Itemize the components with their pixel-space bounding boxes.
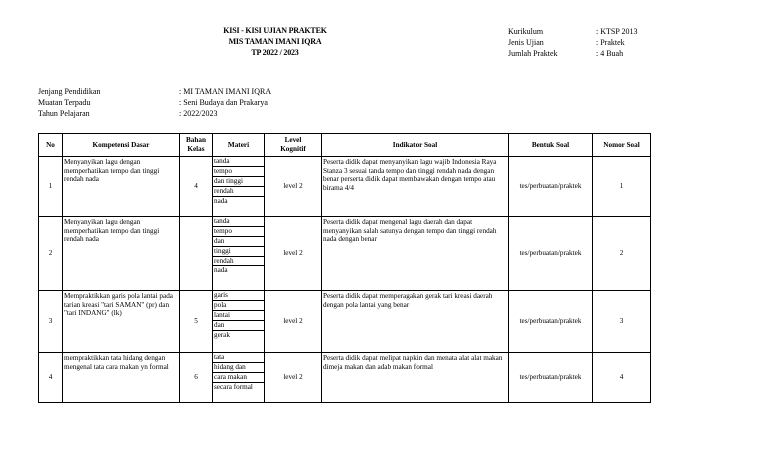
info-row (38, 86, 271, 97)
level-line2: Kognitif (280, 145, 306, 153)
materi-item: tanda (213, 157, 264, 167)
row-kelas: 6 (180, 353, 213, 403)
row-indikator-text: Peserta didik dapat melipat napkin dan menata alat alat makan dimeja makan dan adab makan formal (323, 354, 503, 371)
info-label: Tahun Pelajaran (38, 109, 90, 118)
row-level: level 2 (265, 157, 322, 217)
meta-row (508, 48, 638, 59)
materi-item: garis (213, 291, 264, 301)
materi-item: dan tinggi (213, 177, 264, 187)
kisi-table (38, 133, 651, 403)
row-indikator (322, 353, 509, 403)
table-row (39, 217, 651, 291)
row-kd-text: Menyanyikan lagu dengan memperhatikan tempo dan tinggi rendah nada (64, 218, 160, 244)
col-header-bahan (180, 134, 213, 157)
info-value: : 2022/2023 (179, 109, 218, 118)
table-header-row (39, 134, 651, 157)
meta-value: : Praktek (596, 38, 625, 47)
school-name: MIS TAMAN IMANI IQRA (228, 37, 322, 46)
info-label: Jenjang Pendidikan (38, 87, 101, 96)
meta-value: : KTSP 2013 (596, 27, 638, 36)
bahan-line1: Bahan (186, 136, 206, 145)
meta-label: Kurikulum (508, 27, 544, 36)
row-indikator (322, 157, 509, 217)
meta-value: : 4 Buah (596, 49, 624, 58)
meta-block (508, 26, 638, 59)
materi-item: rendah (213, 257, 264, 267)
materi-item: dan (213, 321, 264, 331)
materi-item: lantai (213, 311, 264, 321)
row-nomor: 2 (593, 217, 651, 291)
row-materi (213, 353, 265, 403)
materi-item: gerak (214, 330, 230, 339)
meta-label: Jenis Ujian (508, 38, 544, 47)
row-kd-text: Mempraktikkan garis pola lantai pada tarian kreasi "tari SAMAN" (pr) dan "tari INDANG" (lk) (64, 292, 173, 318)
row-kd (63, 291, 180, 353)
materi-item: secara formal (214, 382, 253, 391)
info-value: : Seni Budaya dan Prakarya (179, 98, 268, 107)
materi-item: tempo (213, 167, 264, 177)
col-header-bentuk: Bentuk Soal (509, 134, 593, 157)
row-kd (63, 217, 180, 291)
col-header-kd: Kompetensi Dasar (63, 134, 180, 157)
row-kd-text: mempraktikkan tata hidang dengan mengenal tata cara makan yn formal (64, 354, 169, 371)
materi-item: cara makan (213, 373, 264, 383)
bahan-line2: Kelas (187, 145, 205, 153)
row-bentuk: tes/perbuatan/praktek (509, 291, 593, 353)
row-nomor: 4 (593, 353, 651, 403)
materi-item: hidang dan (213, 363, 264, 373)
info-block (38, 86, 271, 119)
row-bentuk: tes/perbuatan/praktek (509, 217, 593, 291)
col-header-indikator: Indikator Soal (322, 134, 509, 157)
row-nomor: 1 (593, 157, 651, 217)
info-label: Muatan Terpadu (38, 98, 91, 107)
col-header-no: No (39, 134, 63, 157)
row-materi (213, 217, 265, 291)
row-bentuk: tes/perbuatan/praktek (509, 157, 593, 217)
table-row (39, 353, 651, 403)
row-no: 2 (39, 217, 63, 291)
row-kelas: 5 (180, 291, 213, 353)
row-materi (213, 291, 265, 353)
materi-item: nada (214, 196, 228, 205)
row-kd (63, 353, 180, 403)
materi-item: tinggi (213, 247, 264, 257)
row-level: level 2 (265, 217, 322, 291)
row-no: 3 (39, 291, 63, 353)
row-indikator (322, 291, 509, 353)
info-row (38, 108, 271, 119)
row-kelas (180, 217, 213, 291)
row-kd-text: Menyanyikan lagu dengan memperhatikan tempo dan tinggi rendah nada (64, 158, 160, 184)
col-header-materi: Materi (213, 134, 265, 157)
materi-item: pola (213, 301, 264, 311)
table-row (39, 291, 651, 353)
row-kelas: 4 (180, 157, 213, 217)
col-header-nomor: Nomor Soal (593, 134, 651, 157)
materi-item: tanda (213, 217, 264, 227)
materi-item: dan (213, 237, 264, 247)
row-level: level 2 (265, 291, 322, 353)
materi-item: tata (213, 353, 264, 363)
info-value: : MI TAMAN IMANI IQRA (179, 87, 272, 96)
row-indikator-text: Peserta didik dapat memperagakan gerak tari kreasi daerah dengan pola lantai yang benar (323, 292, 493, 309)
row-nomor: 3 (593, 291, 651, 353)
row-indikator (322, 217, 509, 291)
meta-row (508, 37, 638, 48)
row-no: 1 (39, 157, 63, 217)
table-row (39, 157, 651, 217)
school-year: TP 2022 / 2023 (251, 48, 299, 57)
materi-item: tempo (213, 227, 264, 237)
materi-item: nada (214, 266, 228, 275)
row-indikator-text: Peserta didik dapat mengenal lagu daerah dan dapat menyanyikan salah satunya dengan tempo dan tinggi rendah nada dengan benar (323, 218, 497, 244)
row-no: 4 (39, 353, 63, 403)
row-kd (63, 157, 180, 217)
row-bentuk: tes/perbuatan/praktek (509, 353, 593, 403)
materi-item: rendah (213, 187, 264, 197)
row-indikator-text: Peserta didik dapat menyanyikan lagu wajib Indonesia Raya Stanza 3 sesuai tanda tempo dan tinggi rendah nada dengan benar perserta didik dapat membawakan dengan tempo atau birama 4/4 (323, 158, 497, 193)
meta-row (508, 26, 638, 37)
doc-title: KISI - KISI UJIAN PRAKTEK (223, 26, 327, 35)
level-line1: Level (284, 136, 302, 145)
meta-label: Jumlah Praktek (508, 49, 558, 58)
row-level: level 2 (265, 353, 322, 403)
info-row (38, 97, 271, 108)
col-header-level (265, 134, 322, 157)
row-materi (213, 157, 265, 217)
